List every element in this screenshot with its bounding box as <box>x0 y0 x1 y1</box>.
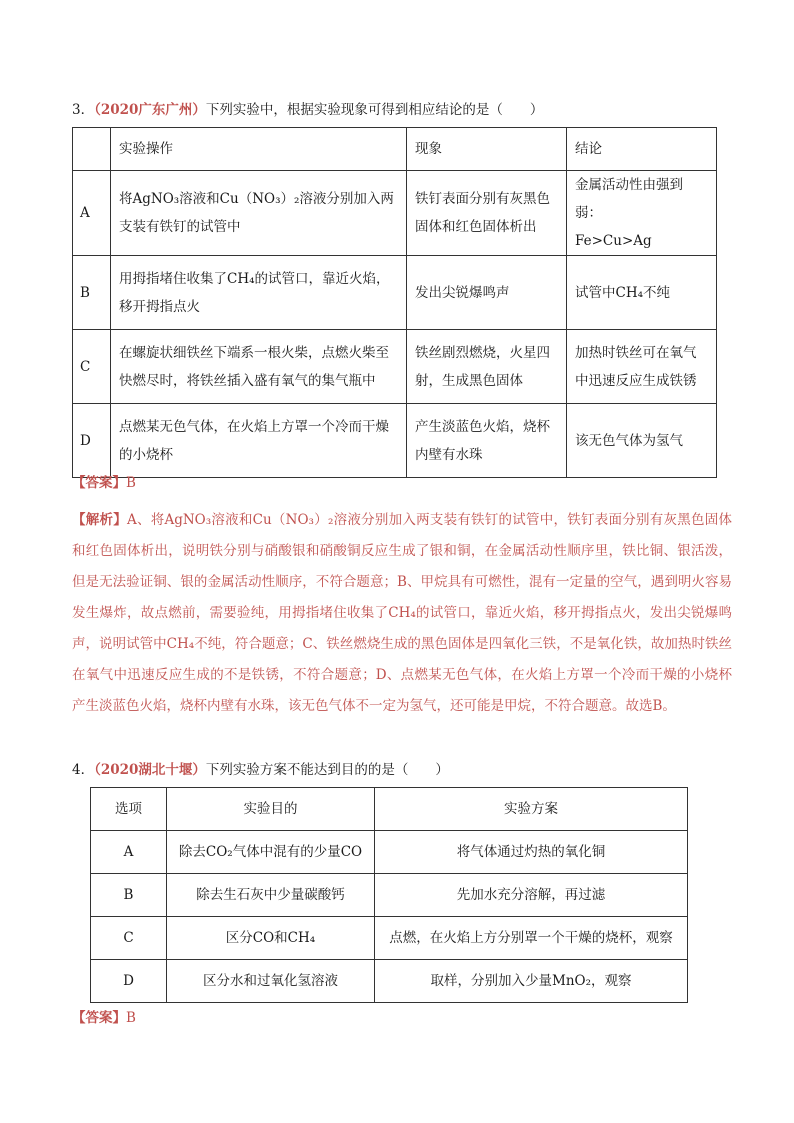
cell-line: 快燃尽时，将铁丝插入盛有氧气的集气瓶中 <box>119 372 376 389</box>
question-3-table <box>72 127 717 478</box>
operation-cell <box>111 171 407 256</box>
table-row <box>73 404 717 478</box>
cell-line: 固体和红色固体析出 <box>415 219 537 235</box>
question-number: 3． <box>72 102 95 118</box>
plan-cell: 点燃，在火焰上方分别罩一个干燥的烧杯，观察 <box>375 917 688 960</box>
phenomenon-cell <box>407 330 567 404</box>
answer-value: B <box>126 475 136 491</box>
question-3-answer <box>72 473 136 493</box>
cell-line: 产生淡蓝色火焰，烧杯 <box>415 418 550 435</box>
header-cell <box>73 128 111 171</box>
answer-value: B <box>126 1010 136 1026</box>
table-row <box>91 960 688 1003</box>
option-label: B <box>73 256 111 330</box>
table-header-row <box>73 128 717 171</box>
phenomenon-cell <box>407 171 567 256</box>
cell-line: 的小烧杯 <box>119 446 173 463</box>
cell-line: 射，生成黑色固体 <box>415 372 523 389</box>
table-row <box>91 917 688 960</box>
table-header-row <box>91 788 688 831</box>
operation-cell <box>111 256 407 330</box>
option-label: D <box>73 404 111 478</box>
question-3-stem <box>72 100 543 120</box>
cell-line: 将AgNO₃溶液和Cu（NO₃）₂溶液分别加入两 <box>119 191 394 207</box>
table-row <box>91 831 688 874</box>
plan-cell: 先加水充分溶解，再过滤 <box>375 874 688 917</box>
analysis-text: A、将AgNO₃溶液和Cu（NO₃）₂溶液分别加入两支装有铁钉的试管中，铁钉表面分别有灰黑色固体和红色固体析出，说明铁分别与硝酸银和硝酸铜反应生成了银和铜，在金属活动性顺序里，铁比铜、银活泼，但是无法验证铜、银的金属活动性顺序，不符合题意；B、甲烷具有可燃性，混有一定量的空气，遇到明火容易发生爆炸，故点燃前，需要验纯，用拇指堵住收集了CH₄的试管口，靠近火焰，移开拇指点火，发出尖锐爆鸣声，说明试管中CH₄不纯，符合题意；C、铁丝燃烧生成的黑色固体是四氧化三铁，不是氧化铁，故加热时铁丝在氧气中迅速反应生成的不是铁锈，不符合题意；D、点燃某无色气体，在火焰上方罩一个冷而干燥的小烧杯 产生淡蓝色火焰，烧杯内壁有水珠，该无色气体不一定为氢气，还可能是甲烷，不符合题意。故选B。 <box>72 512 759 714</box>
cell-line: 铁丝剧烈燃烧，火星四 <box>415 344 550 361</box>
cell-line: 加热时铁丝可在氧气 <box>575 344 697 361</box>
cell-line: 铁钉表面分别有灰黑色 <box>415 191 550 207</box>
option-label: D <box>91 960 167 1003</box>
goal-cell: 区分水和过氧化氢溶液 <box>167 960 375 1003</box>
question-4-table <box>90 787 688 1003</box>
analysis-label: 【解析】 <box>72 512 127 528</box>
option-label: C <box>91 917 167 960</box>
question-4-stem <box>72 760 449 780</box>
question-source: （2020广东广州） <box>94 102 206 118</box>
cell-line: Fe>Cu>Ag <box>575 233 652 249</box>
cell-line: 试管中CH₄不纯 <box>575 284 671 301</box>
operation-cell <box>111 330 407 404</box>
table-row <box>73 171 717 256</box>
cell-line: 用拇指堵住收集了CH₄的试管口，靠近火焰， <box>119 270 390 287</box>
header-cell: 选项 <box>91 788 167 831</box>
cell-line: 金属活动性由强到弱： <box>575 177 683 221</box>
question-source: （2020湖北十堰） <box>94 762 206 778</box>
conclusion-cell <box>567 330 717 404</box>
cell-line: 内壁有水珠 <box>415 446 483 463</box>
cell-line: 发出尖锐爆鸣声 <box>415 284 510 301</box>
plan-cell: 取样，分别加入少量MnO₂，观察 <box>375 960 688 1003</box>
question-4-answer <box>72 1008 136 1028</box>
header-cell: 实验方案 <box>375 788 688 831</box>
question-text: 下列实验中，根据实验现象可得到相应结论的是（ ） <box>205 102 544 118</box>
answer-label: 【答案】 <box>72 475 126 491</box>
option-label: A <box>73 171 111 256</box>
plan-cell: 将气体通过灼热的氧化铜 <box>375 831 688 874</box>
cell-line: 在螺旋状细铁丝下端系一根火柴，点燃火柴至 <box>119 344 389 361</box>
table-row <box>73 256 717 330</box>
option-label: A <box>91 831 167 874</box>
operation-cell <box>111 404 407 478</box>
header-cell: 结论 <box>567 128 717 171</box>
question-text: 下列实验方案不能达到目的的是（ ） <box>205 762 449 778</box>
question-number: 4． <box>72 762 95 778</box>
option-label: C <box>73 330 111 404</box>
cell-line: 支装有铁钉的试管中 <box>119 219 241 235</box>
header-cell: 实验目的 <box>167 788 375 831</box>
question-3-analysis <box>72 505 759 722</box>
table-row <box>91 874 688 917</box>
phenomenon-cell <box>407 256 567 330</box>
conclusion-cell <box>567 256 717 330</box>
option-label: B <box>91 874 167 917</box>
header-cell: 实验操作 <box>111 128 407 171</box>
goal-cell: 除去生石灰中少量碳酸钙 <box>167 874 375 917</box>
answer-label: 【答案】 <box>72 1010 126 1026</box>
cell-line: 点燃某无色气体，在火焰上方罩一个冷而干燥 <box>119 418 389 435</box>
conclusion-cell <box>567 404 717 478</box>
cell-line: 中迅速反应生成铁锈 <box>575 372 697 389</box>
cell-line: 该无色气体为氢气 <box>575 432 683 449</box>
phenomenon-cell <box>407 404 567 478</box>
goal-cell: 除去CO₂气体中混有的少量CO <box>167 831 375 874</box>
table-row <box>73 330 717 404</box>
cell-line: 移开拇指点火 <box>119 298 200 315</box>
conclusion-cell <box>567 171 717 256</box>
header-cell: 现象 <box>407 128 567 171</box>
goal-cell: 区分CO和CH₄ <box>167 917 375 960</box>
